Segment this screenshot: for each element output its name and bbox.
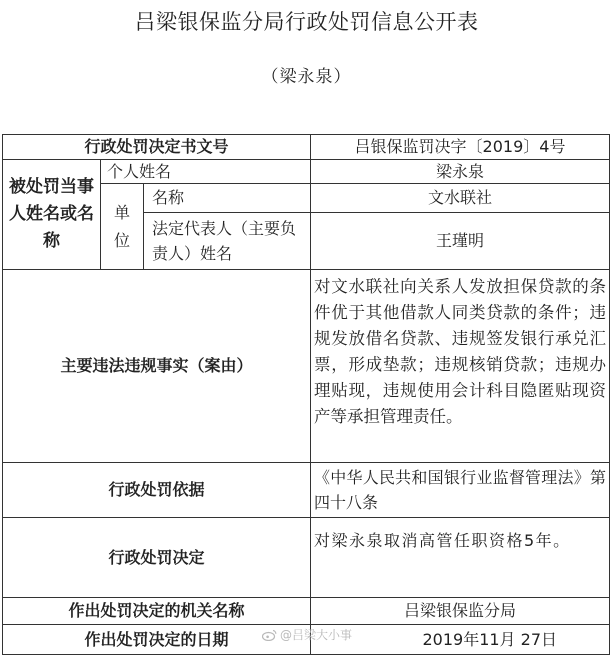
weibo-icon <box>262 629 277 641</box>
date-label: 作出处罚决定的日期 <box>84 629 229 649</box>
legal-rep-label: 法定代表人（主要负责人）姓名 <box>152 219 297 263</box>
unit-name-label: 名称 <box>152 188 185 207</box>
page-subtitle: （梁永泉） <box>261 67 352 87</box>
weibo-watermark <box>262 626 352 643</box>
party-label: 被处罚当事人姓名或名称 <box>9 177 94 251</box>
decision-label: 行政处罚决定 <box>108 547 205 567</box>
date-value: 2019年11月 27日 <box>422 629 557 649</box>
authority-value: 吕梁银保监分局 <box>403 601 516 620</box>
facts-value: 对文水联社向关系人发放担保贷款的条件优于其他借款人同类贷款的条件；违规发放借名贷款、违规签发银行承兑汇票，形成垫款；违规核销贷款；违规办理贴现，违规使用会计科目隐匿贴现资产等承担管理责任。 <box>314 277 606 426</box>
watermark-text: @吕梁大小事 <box>280 628 353 642</box>
decision-value: 对梁永泉取消高管任职资格5年。 <box>314 531 571 550</box>
authority-label: 作出处罚决定的机关名称 <box>68 601 245 620</box>
individual-name-label: 个人姓名 <box>107 161 172 181</box>
decision-no-value: 吕银保监罚决字〔2019〕4号 <box>354 137 566 156</box>
unit-name-value: 文水联社 <box>427 188 492 207</box>
unit-label: 单位 <box>113 202 130 250</box>
legal-rep-value: 王瑾明 <box>435 231 484 250</box>
decision-no-label: 行政处罚决定书文号 <box>84 137 229 156</box>
facts-label: 主要违法违规事实（案由） <box>60 356 253 375</box>
individual-name-value: 梁永泉 <box>435 161 484 181</box>
page-title: 吕梁银保监分局行政处罚信息公开表 <box>134 10 479 34</box>
basis-value: 《中华人民共和国银行业监督管理法》第四十八条 <box>314 468 606 512</box>
basis-label: 行政处罚依据 <box>108 480 205 499</box>
